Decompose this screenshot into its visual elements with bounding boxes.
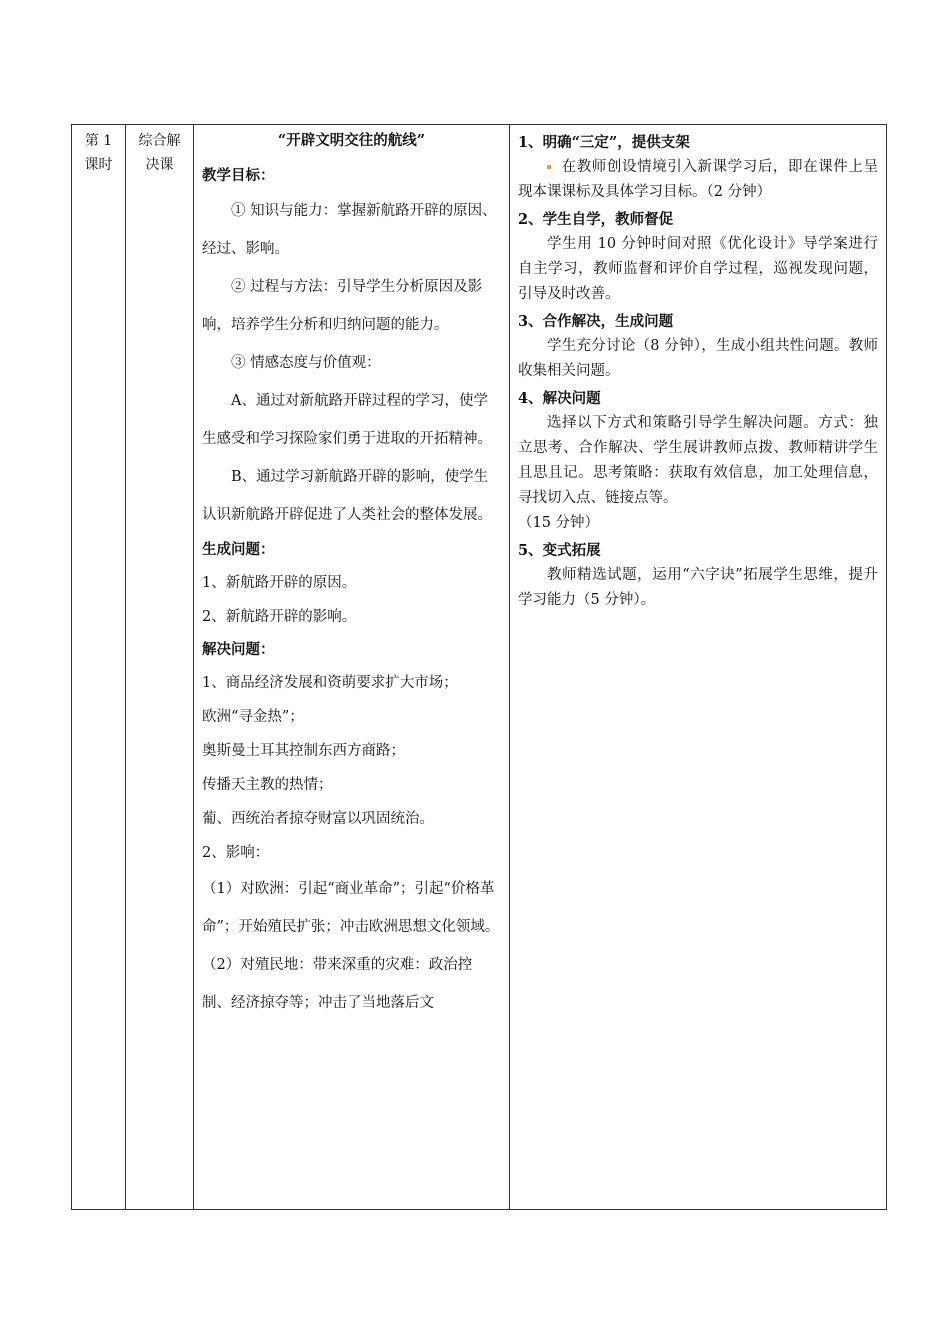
impact-colonies: （2）对殖民地：带来深重的灾难：政治控制、经济掠夺等；冲击了当地落后文 [202,957,473,1011]
content-cell [194,125,510,1210]
step-4-time: （15 分钟） [518,515,600,531]
problem-item: 1、新航路开辟的原因。 [202,575,357,591]
goal-attitude-a: A、通过对新航路开辟过程的学习，使学生感受和学习探险家们勇于进取的开拓精神。 [202,393,492,447]
lesson-type-cell [126,125,194,1210]
solve-heading: 解决问题： [202,641,275,658]
step-4-heading: 4、解决问题 [518,390,601,407]
problems-heading: 生成问题： [202,541,275,558]
step-3-text: 学生充分讨论（8 分钟），生成小组共性问题。教师收集相关问题。 [518,338,878,379]
step-4-text: 选择以下方式和策略引导学生解决问题。方式：独立思考、合作解决、学生展讲教师点拨、教师精讲学生且思且记。思考策略：获取有效信息，加工处理信息，寻找切入点、链接点等。 [518,415,878,506]
period-line-2: 课时 [84,157,113,173]
process-cell [510,125,887,1210]
period-line-1: 第 1 [84,133,113,149]
goal-attitude: ③ 情感态度与价值观： [231,355,381,371]
step-2-text: 学生用 10 分钟时间对照《优化设计》导学案进行自主学习，教师监督和评价自学过程，巡视发现问题，引导及时改善。 [518,236,878,302]
goal-attitude-b: B、通过学习新航路开辟的影响，使学生认识新航路开辟促进了人类社会的整体发展。 [202,469,492,523]
solve-item: 葡、西统治者掠夺财富以巩固统治。 [202,811,434,827]
solve-item: 传播天主教的热情； [202,777,333,793]
solve-item: 欧洲“寻金热”； [202,709,304,725]
problem-item: 2、新航路开辟的影响。 [202,609,357,625]
goal-knowledge: ① 知识与能力：掌握新航路开辟的原因、经过、影响。 [202,203,497,257]
impact-heading: 2、影响： [202,845,270,861]
step-5-text: 教师精选试题，运用“六字诀”拓展学生思维，提升学习能力（5 分钟）。 [518,567,878,608]
solve-item: 1、商品经济发展和资萌要求扩大市场； [202,675,458,691]
step-5-heading: 5、变式拓展 [518,542,601,559]
lesson-plan-table [71,124,887,1210]
step-1-text-content: 在教师创设情境引入新课学习后，即在课件上呈现本课课标及具体学习目标。（2 分钟） [518,159,878,200]
lesson-title: “开辟文明交往的航线” [277,132,426,149]
impact-europe: （1）对欧洲：引起“商业革命”；引起“价格革命”；开始殖民扩张；冲击欧洲思想文化领域。 [202,881,500,935]
step-2-heading: 2、学生自学，教师督促 [518,211,674,228]
goal-process: ② 过程与方法：引导学生分析原因及影响，培养学生分析和归纳问题的能力。 [202,279,483,333]
step-3-heading: 3、合作解决，生成问题 [518,313,674,330]
step-1-heading: 1、明确“三定”，提供支架 [518,134,690,151]
bullet-mark-icon [547,165,551,169]
step-1-text [518,155,878,205]
goals-heading: 教学目标： [202,167,275,184]
period-cell [72,125,126,1210]
lesson-type-line-1: 综合解 [138,133,181,149]
lesson-type-line-2: 决课 [145,157,174,173]
solve-item: 奥斯曼土耳其控制东西方商路； [202,743,405,759]
